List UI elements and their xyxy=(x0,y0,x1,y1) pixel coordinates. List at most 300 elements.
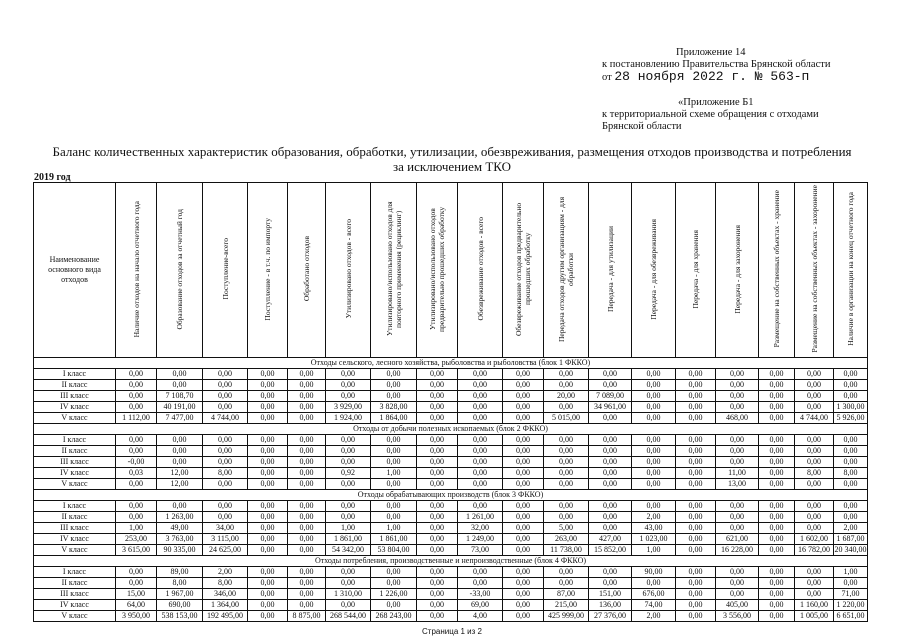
table-cell: 0,00 xyxy=(544,468,589,479)
table-cell: 0,00 xyxy=(589,380,632,391)
table-cell: 1 261,00 xyxy=(458,512,503,523)
table-cell: 3 615,00 xyxy=(116,545,157,556)
table-cell: 0,00 xyxy=(716,380,759,391)
table-cell: 0,00 xyxy=(371,512,417,523)
table-cell: 0,00 xyxy=(458,567,503,578)
table-cell: 15,00 xyxy=(116,589,157,600)
table-cell: 0,00 xyxy=(503,391,544,402)
table-cell: 0,00 xyxy=(288,600,326,611)
table-cell: 0,00 xyxy=(417,578,458,589)
table-cell: 0,92 xyxy=(326,468,371,479)
handwritten-date: 28 ноября 2022 г. № 563-п xyxy=(614,69,810,84)
table-cell: 0,00 xyxy=(458,501,503,512)
table-cell: 0,00 xyxy=(676,435,716,446)
table-row xyxy=(34,611,868,622)
column-header-label: Передача - для хранения xyxy=(691,229,700,309)
table-cell: 0,00 xyxy=(589,457,632,468)
column-header-label: Поступление - в т.ч. по импорту xyxy=(263,217,272,321)
table-cell: 0,00 xyxy=(676,578,716,589)
table-cell: 1 967,00 xyxy=(157,589,203,600)
table-cell: 0,00 xyxy=(503,457,544,468)
table-row xyxy=(34,435,868,446)
table-cell: 0,00 xyxy=(288,589,326,600)
table-cell: 0,00 xyxy=(203,501,248,512)
section-row xyxy=(34,424,868,435)
table-cell: 0,00 xyxy=(589,523,632,534)
table-cell: 2,00 xyxy=(834,523,868,534)
table-cell: 0,00 xyxy=(759,435,795,446)
table-cell: 0,00 xyxy=(834,380,868,391)
table-cell: 73,00 xyxy=(458,545,503,556)
table-cell: 0,00 xyxy=(288,523,326,534)
table-cell: 0,00 xyxy=(288,402,326,413)
table-cell: 1 249,00 xyxy=(458,534,503,545)
table-cell: 0,00 xyxy=(795,402,834,413)
table-cell: 69,00 xyxy=(458,600,503,611)
table-cell: 0,00 xyxy=(544,435,589,446)
section-row xyxy=(34,556,868,567)
table-cell: 0,00 xyxy=(716,435,759,446)
table-cell: 1 864,00 xyxy=(371,413,417,424)
table-cell: 43,00 xyxy=(632,523,676,534)
table-cell: 7 477,00 xyxy=(157,413,203,424)
table-cell: 0,00 xyxy=(503,468,544,479)
table-cell: 0,00 xyxy=(676,380,716,391)
table-cell: 0,00 xyxy=(795,589,834,600)
table-cell: 34,00 xyxy=(203,523,248,534)
table-cell: 0,00 xyxy=(676,611,716,622)
table-cell: 0,00 xyxy=(795,369,834,380)
table-cell: 0,00 xyxy=(248,402,288,413)
table-cell: 0,00 xyxy=(795,435,834,446)
table-cell: 8,00 xyxy=(157,578,203,589)
table-row xyxy=(34,567,868,578)
table-cell: 1 602,00 xyxy=(795,534,834,545)
table-cell: 0,00 xyxy=(589,512,632,523)
table-cell: 0,00 xyxy=(759,501,795,512)
table-cell: 0,00 xyxy=(676,457,716,468)
table-cell: 87,00 xyxy=(544,589,589,600)
table-cell: 1 687,00 xyxy=(834,534,868,545)
table-cell: 2,00 xyxy=(632,611,676,622)
table-cell: 0,00 xyxy=(116,446,157,457)
table-cell: 0,00 xyxy=(759,457,795,468)
table-cell: 1 220,00 xyxy=(834,600,868,611)
table-cell: 0,00 xyxy=(116,380,157,391)
table-cell: 0,00 xyxy=(759,545,795,556)
table-cell: 1,00 xyxy=(116,523,157,534)
table-cell: 0,00 xyxy=(288,545,326,556)
table-cell: 0,00 xyxy=(759,534,795,545)
table-cell: 0,00 xyxy=(288,578,326,589)
table-cell: 1,00 xyxy=(371,468,417,479)
table-row xyxy=(34,391,868,402)
table-cell: 151,00 xyxy=(589,589,632,600)
row-label: II класс xyxy=(34,380,116,391)
table-cell: 0,00 xyxy=(759,523,795,534)
column-header-label: Размещение на собственных объектах - хранение xyxy=(772,190,781,348)
column-header-label: Передача - для утилизации xyxy=(605,226,615,312)
table-cell: 0,00 xyxy=(371,391,417,402)
table-cell: 0,00 xyxy=(795,523,834,534)
table-cell: 0,00 xyxy=(371,578,417,589)
table-cell: 1 160,00 xyxy=(795,600,834,611)
table-row xyxy=(34,468,868,479)
table-cell: 0,00 xyxy=(326,479,371,490)
table-cell: 268 544,00 xyxy=(326,611,371,622)
table-cell: 0,00 xyxy=(288,446,326,457)
row-label: IV класс xyxy=(34,600,116,611)
row-label: I класс xyxy=(34,501,116,512)
table-cell: 0,00 xyxy=(759,446,795,457)
column-header-label: Утилизировано/использовано отходов предварительно прошедших обработку xyxy=(428,206,446,332)
table-cell: 0,00 xyxy=(248,501,288,512)
table-cell: 3 929,00 xyxy=(326,402,371,413)
table-cell: 0,00 xyxy=(288,468,326,479)
table-cell: 4 744,00 xyxy=(795,413,834,424)
table-cell: 0,00 xyxy=(417,534,458,545)
table-cell: 0,00 xyxy=(371,600,417,611)
table-cell: 0,00 xyxy=(326,501,371,512)
table-cell: 0,00 xyxy=(157,457,203,468)
table-cell: 0,00 xyxy=(326,512,371,523)
table-cell: 0,00 xyxy=(326,600,371,611)
section-row xyxy=(34,358,868,369)
table-cell: 24 625,00 xyxy=(203,545,248,556)
row-label: V класс xyxy=(34,611,116,622)
table-cell: 0,00 xyxy=(116,567,157,578)
table-cell: 0,00 xyxy=(116,402,157,413)
scheme-ref: к территориальной схеме обращения с отходами xyxy=(602,109,819,120)
column-header xyxy=(288,183,326,358)
row-label: IV класс xyxy=(34,468,116,479)
column-header xyxy=(795,183,834,358)
row-label: IV класс xyxy=(34,402,116,413)
table-cell: 0,00 xyxy=(417,523,458,534)
table-cell: 0,00 xyxy=(544,369,589,380)
table-cell: 0,00 xyxy=(503,446,544,457)
table-cell: 0,00 xyxy=(544,578,589,589)
table-cell: 0,00 xyxy=(503,523,544,534)
table-cell: 0,00 xyxy=(288,413,326,424)
table-cell: 7 089,00 xyxy=(589,391,632,402)
table-cell: 0,00 xyxy=(834,578,868,589)
table-cell: 690,00 xyxy=(157,600,203,611)
table-cell: 1 005,00 xyxy=(795,611,834,622)
table-cell: 0,00 xyxy=(589,567,632,578)
row-label: III класс xyxy=(34,391,116,402)
table-cell: 0,00 xyxy=(676,512,716,523)
table-cell: 346,00 xyxy=(203,589,248,600)
table-cell: 90,00 xyxy=(632,567,676,578)
table-cell: 5 015,00 xyxy=(544,413,589,424)
page-footer: Страница 1 из 2 xyxy=(422,627,482,636)
table-cell: 0,00 xyxy=(834,435,868,446)
table-cell: 3 115,00 xyxy=(203,534,248,545)
section-title: Отходы от добычи полезных ископаемых (блок 2 ФККО) xyxy=(34,424,868,435)
table-cell: 0,00 xyxy=(834,501,868,512)
table-cell: 0,00 xyxy=(248,468,288,479)
column-header-label: Передача отходов другим организациям - для обработки xyxy=(557,196,575,342)
table-cell: 0,00 xyxy=(203,446,248,457)
table-cell: 0,00 xyxy=(116,501,157,512)
table-cell: 89,00 xyxy=(157,567,203,578)
table-cell: 8,00 xyxy=(203,468,248,479)
table-cell: 0,00 xyxy=(371,369,417,380)
appendix-number: Приложение 14 xyxy=(676,47,746,58)
table-cell: 0,00 xyxy=(417,446,458,457)
table-cell: 13,00 xyxy=(716,479,759,490)
table-cell: 0,00 xyxy=(458,479,503,490)
table-cell: 0,00 xyxy=(759,391,795,402)
table-cell: 1 263,00 xyxy=(157,512,203,523)
region-name: Брянской области xyxy=(602,121,682,132)
column-header xyxy=(326,183,371,358)
table-row xyxy=(34,479,868,490)
table-cell: 0,00 xyxy=(203,402,248,413)
table-cell: 0,00 xyxy=(503,578,544,589)
table-cell: 8 875,00 xyxy=(288,611,326,622)
table-cell: 0,00 xyxy=(759,512,795,523)
table-cell: 0,00 xyxy=(417,479,458,490)
table-cell: 0,00 xyxy=(759,468,795,479)
table-cell: 0,00 xyxy=(676,369,716,380)
table-cell: 0,00 xyxy=(458,446,503,457)
table-cell: 0,00 xyxy=(417,468,458,479)
table-cell: 16 782,00 xyxy=(795,545,834,556)
table-cell: 0,00 xyxy=(503,479,544,490)
table-cell: 0,00 xyxy=(759,413,795,424)
column-header xyxy=(157,183,203,358)
table-cell: 0,00 xyxy=(503,369,544,380)
table-cell: 0,00 xyxy=(632,468,676,479)
table-cell: 0,00 xyxy=(326,457,371,468)
table-cell: 0,00 xyxy=(503,611,544,622)
table-cell: 0,00 xyxy=(371,457,417,468)
table-cell: 0,00 xyxy=(632,413,676,424)
table-cell: 0,00 xyxy=(458,435,503,446)
table-cell: 0,00 xyxy=(632,446,676,457)
column-header xyxy=(458,183,503,358)
column-header-label: Обезвреживание отходов предварительно прошедших обработку xyxy=(514,202,532,336)
section-title: Отходы потребления, производственные и непроизводственные (блок 4 ФККО) xyxy=(34,556,868,567)
table-cell: 27 376,00 xyxy=(589,611,632,622)
table-cell: 1 861,00 xyxy=(326,534,371,545)
table-cell: 6 651,00 xyxy=(834,611,868,622)
table-row xyxy=(34,369,868,380)
table-cell: 0,00 xyxy=(203,380,248,391)
table-cell: 0,00 xyxy=(157,501,203,512)
table-row xyxy=(34,413,868,424)
table-cell: 0,00 xyxy=(759,600,795,611)
table-cell: 0,00 xyxy=(458,413,503,424)
column-header xyxy=(632,183,676,358)
table-cell: 0,00 xyxy=(795,578,834,589)
table-cell: 0,00 xyxy=(417,391,458,402)
column-header xyxy=(589,183,632,358)
table-cell: 0,00 xyxy=(544,512,589,523)
table-cell: 0,00 xyxy=(203,457,248,468)
column-header xyxy=(116,183,157,358)
table-cell: 0,00 xyxy=(417,380,458,391)
table-cell: 0,00 xyxy=(759,369,795,380)
table-cell: 0,00 xyxy=(676,523,716,534)
table-cell: 0,00 xyxy=(248,545,288,556)
table-cell: 1 310,00 xyxy=(326,589,371,600)
table-cell: 4 744,00 xyxy=(203,413,248,424)
table-cell: 0,00 xyxy=(503,534,544,545)
table-cell: 11 738,00 xyxy=(544,545,589,556)
row-label: III класс xyxy=(34,589,116,600)
table-cell: 0,00 xyxy=(716,567,759,578)
table-cell: 0,00 xyxy=(795,479,834,490)
table-cell: 136,00 xyxy=(589,600,632,611)
table-cell: 0,00 xyxy=(589,468,632,479)
table-cell: 0,00 xyxy=(157,380,203,391)
table-cell: 32,00 xyxy=(458,523,503,534)
section-row xyxy=(34,490,868,501)
table-cell: 1 112,00 xyxy=(116,413,157,424)
document-subtitle: за исключением ТКО xyxy=(392,159,512,174)
table-cell: 0,00 xyxy=(676,446,716,457)
row-label: IV класс xyxy=(34,534,116,545)
column-header-label: Утилизировано/использовано отходов для повторного применения (рециклинг) xyxy=(384,201,403,337)
table-cell: 0,00 xyxy=(716,402,759,413)
table-cell: 0,00 xyxy=(676,589,716,600)
table-cell: 268 243,00 xyxy=(371,611,417,622)
table-cell: 7 108,70 xyxy=(157,391,203,402)
table-cell: -33,00 xyxy=(458,589,503,600)
column-header: Наименование основного вида отходов xyxy=(34,183,116,358)
table-cell: 0,00 xyxy=(116,512,157,523)
column-header xyxy=(371,183,417,358)
table-cell: 1,00 xyxy=(632,545,676,556)
table-cell: 0,00 xyxy=(503,512,544,523)
table-cell: 3 950,00 xyxy=(116,611,157,622)
table-cell: 0,00 xyxy=(371,380,417,391)
table-cell: 621,00 xyxy=(716,534,759,545)
row-label: I класс xyxy=(34,435,116,446)
table-cell: 0,00 xyxy=(326,391,371,402)
table-cell: 0,00 xyxy=(676,479,716,490)
table-cell: 49,00 xyxy=(157,523,203,534)
table-cell: 0,00 xyxy=(716,578,759,589)
row-label: III класс xyxy=(34,457,116,468)
table-cell: 0,00 xyxy=(417,600,458,611)
document-title: Баланс количественных характеристик образования, обработки, утилизации, обезвреживания, размещения отходов производства и потребления xyxy=(52,144,852,159)
table-cell: 8,00 xyxy=(834,468,868,479)
table-row xyxy=(34,446,868,457)
table-cell: 0,00 xyxy=(759,611,795,622)
table-cell: 0,00 xyxy=(589,413,632,424)
table-cell: 0,00 xyxy=(458,380,503,391)
table-row xyxy=(34,380,868,391)
table-cell: 0,00 xyxy=(288,457,326,468)
column-header-label: Обезвреживание отходов - всего xyxy=(475,217,485,321)
table-cell: 0,00 xyxy=(834,446,868,457)
table-cell: 0,00 xyxy=(503,545,544,556)
table-cell: 0,00 xyxy=(632,457,676,468)
table-cell: 0,00 xyxy=(203,512,248,523)
table-cell: 0,00 xyxy=(676,534,716,545)
column-header xyxy=(834,183,868,358)
table-cell: 0,00 xyxy=(248,391,288,402)
table-cell: 0,00 xyxy=(371,479,417,490)
column-header-label: Передача - для захоронения xyxy=(732,224,742,314)
table-row xyxy=(34,534,868,545)
table-cell: 425 999,00 xyxy=(544,611,589,622)
balance-table xyxy=(33,182,868,622)
table-cell: 0,00 xyxy=(248,457,288,468)
row-label: I класс xyxy=(34,369,116,380)
table-cell: 0,00 xyxy=(589,479,632,490)
column-header-label: Поступление-всего xyxy=(220,238,230,300)
table-cell: 263,00 xyxy=(544,534,589,545)
table-cell: 0,00 xyxy=(458,457,503,468)
table-cell: 0,00 xyxy=(248,523,288,534)
table-cell: 0,00 xyxy=(503,589,544,600)
table-cell: 0,00 xyxy=(458,578,503,589)
column-header-label: Передача - для обезвреживания xyxy=(649,218,658,320)
table-cell: 0,00 xyxy=(544,567,589,578)
table-cell: 0,00 xyxy=(676,567,716,578)
table-cell: 1 861,00 xyxy=(371,534,417,545)
table-cell: 0,00 xyxy=(632,435,676,446)
table-cell: 0,00 xyxy=(544,380,589,391)
table-cell: 0,00 xyxy=(116,479,157,490)
table-cell: 90 335,00 xyxy=(157,545,203,556)
table-cell: 0,00 xyxy=(371,567,417,578)
table-cell: 0,00 xyxy=(759,380,795,391)
table-cell: 0,00 xyxy=(203,435,248,446)
table-cell: 0,00 xyxy=(589,369,632,380)
table-row xyxy=(34,600,868,611)
table-cell: 0,00 xyxy=(458,369,503,380)
table-cell: 0,00 xyxy=(632,501,676,512)
table-cell: 53 804,00 xyxy=(371,545,417,556)
table-cell: 0,00 xyxy=(116,391,157,402)
table-cell: 0,00 xyxy=(795,380,834,391)
table-cell: 0,00 xyxy=(716,391,759,402)
table-cell: 0,00 xyxy=(288,501,326,512)
table-cell: 0,00 xyxy=(759,567,795,578)
table-cell: 0,00 xyxy=(371,435,417,446)
table-cell: 0,00 xyxy=(676,413,716,424)
table-cell: 12,00 xyxy=(157,468,203,479)
table-cell: 20,00 xyxy=(544,391,589,402)
column-header-label: Наличие в организации на конец отчетного года xyxy=(846,192,855,346)
table-cell: 0,00 xyxy=(589,435,632,446)
table-cell: 0,00 xyxy=(544,402,589,413)
table-cell: 0,00 xyxy=(326,380,371,391)
table-cell: 0,00 xyxy=(417,435,458,446)
table-cell: 0,00 xyxy=(116,435,157,446)
table-cell: 0,00 xyxy=(716,501,759,512)
table-cell: 0,00 xyxy=(759,589,795,600)
table-cell: 0,00 xyxy=(417,545,458,556)
table-cell: 0,00 xyxy=(326,446,371,457)
table-cell: 0,00 xyxy=(676,402,716,413)
table-cell: 0,00 xyxy=(248,369,288,380)
table-cell: 0,00 xyxy=(248,578,288,589)
table-cell: 0,00 xyxy=(795,457,834,468)
column-header-label: Утилизировано отходов - всего xyxy=(343,219,353,319)
table-cell: 0,00 xyxy=(589,501,632,512)
table-cell: 427,00 xyxy=(589,534,632,545)
table-row xyxy=(34,578,868,589)
row-label: III класс xyxy=(34,523,116,534)
table-cell: 0,00 xyxy=(503,380,544,391)
